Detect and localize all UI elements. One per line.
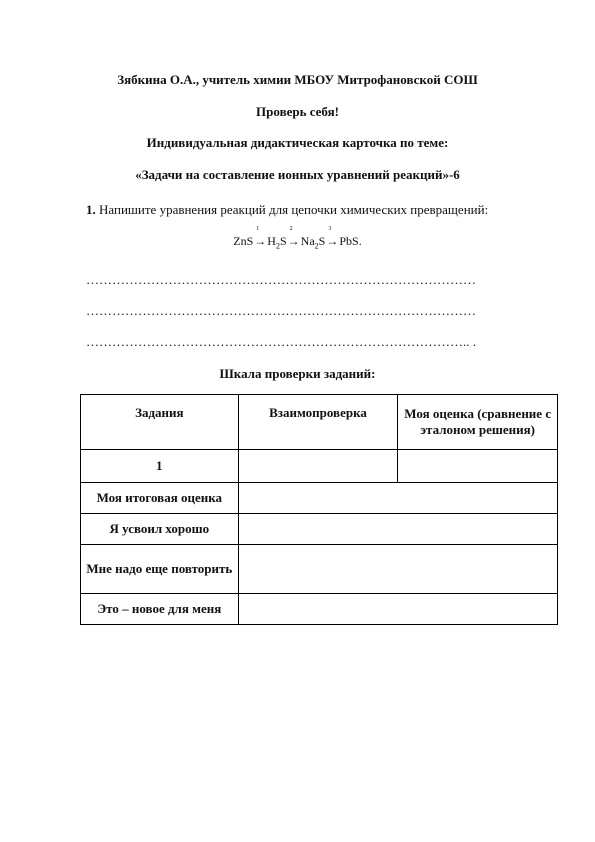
- learned-well-label: Я усвоил хорошо: [81, 514, 239, 545]
- task-number-cell: 1: [81, 450, 239, 483]
- chain-substance-1: ZnS: [233, 234, 254, 248]
- header-my-grade: Моя оценка (сравнение с эталоном решения): [398, 395, 558, 450]
- task-number: 1.: [86, 202, 96, 217]
- check-heading: Проверь себя!: [256, 104, 339, 119]
- arrow-3-number: 3: [328, 226, 332, 232]
- header-peer-check: Взаимопроверка: [238, 395, 398, 450]
- arrow-2-icon: 2 →: [287, 226, 300, 248]
- card-heading: Индивидуальная дидактическая карточка по теме:: [146, 135, 449, 150]
- table-row: [81, 514, 558, 545]
- table-row: [81, 450, 558, 483]
- table-row: [81, 545, 558, 594]
- arrow-1-number: 1: [256, 226, 260, 232]
- need-repeat-cell[interactable]: [238, 545, 557, 594]
- new-for-me-cell[interactable]: [238, 594, 557, 625]
- chain-substance-2: $H_2S$: [267, 234, 287, 251]
- answer-line-1[interactable]: ………………………………………………………………………………: [86, 272, 476, 287]
- task-1: [86, 202, 488, 218]
- need-repeat-label: Мне надо еще повторить: [81, 545, 239, 594]
- arrow-1-icon: 1 →: [254, 226, 267, 248]
- learned-well-cell[interactable]: [238, 514, 557, 545]
- scale-title: Шкала проверки заданий:: [219, 366, 376, 381]
- table-header-row: [81, 395, 558, 450]
- final-grade-label: Моя итоговая оценка: [81, 483, 239, 514]
- chain-substance-4: PbS.: [339, 234, 362, 248]
- answer-line-2[interactable]: ………………………………………………………………………………: [86, 303, 476, 318]
- assessment-table: [80, 394, 558, 625]
- author-line: Зябкина О.А., учитель химии МБОУ Митрофановской СОШ: [117, 72, 478, 87]
- new-for-me-label: Это – новое для меня: [81, 594, 239, 625]
- table-row: [81, 594, 558, 625]
- table-row: [81, 483, 558, 514]
- arrow-2-number: 2: [289, 226, 293, 232]
- arrow-3-icon: 3 →: [326, 226, 339, 248]
- task-text: Напишите уравнения реакций для цепочки химических превращений:: [95, 202, 489, 217]
- my-grade-cell[interactable]: [398, 450, 558, 483]
- final-grade-cell[interactable]: [238, 483, 557, 514]
- peer-check-cell[interactable]: [238, 450, 398, 483]
- header-tasks: Задания: [81, 395, 239, 450]
- chain-substance-3: $Na_2S$: [300, 234, 326, 251]
- reaction-chain: [0, 226, 595, 251]
- topic-heading: «Задачи на составление ионных уравнений реакций»-6: [135, 167, 460, 182]
- answer-line-3[interactable]: …………………………………………………………………………….. .: [86, 334, 476, 349]
